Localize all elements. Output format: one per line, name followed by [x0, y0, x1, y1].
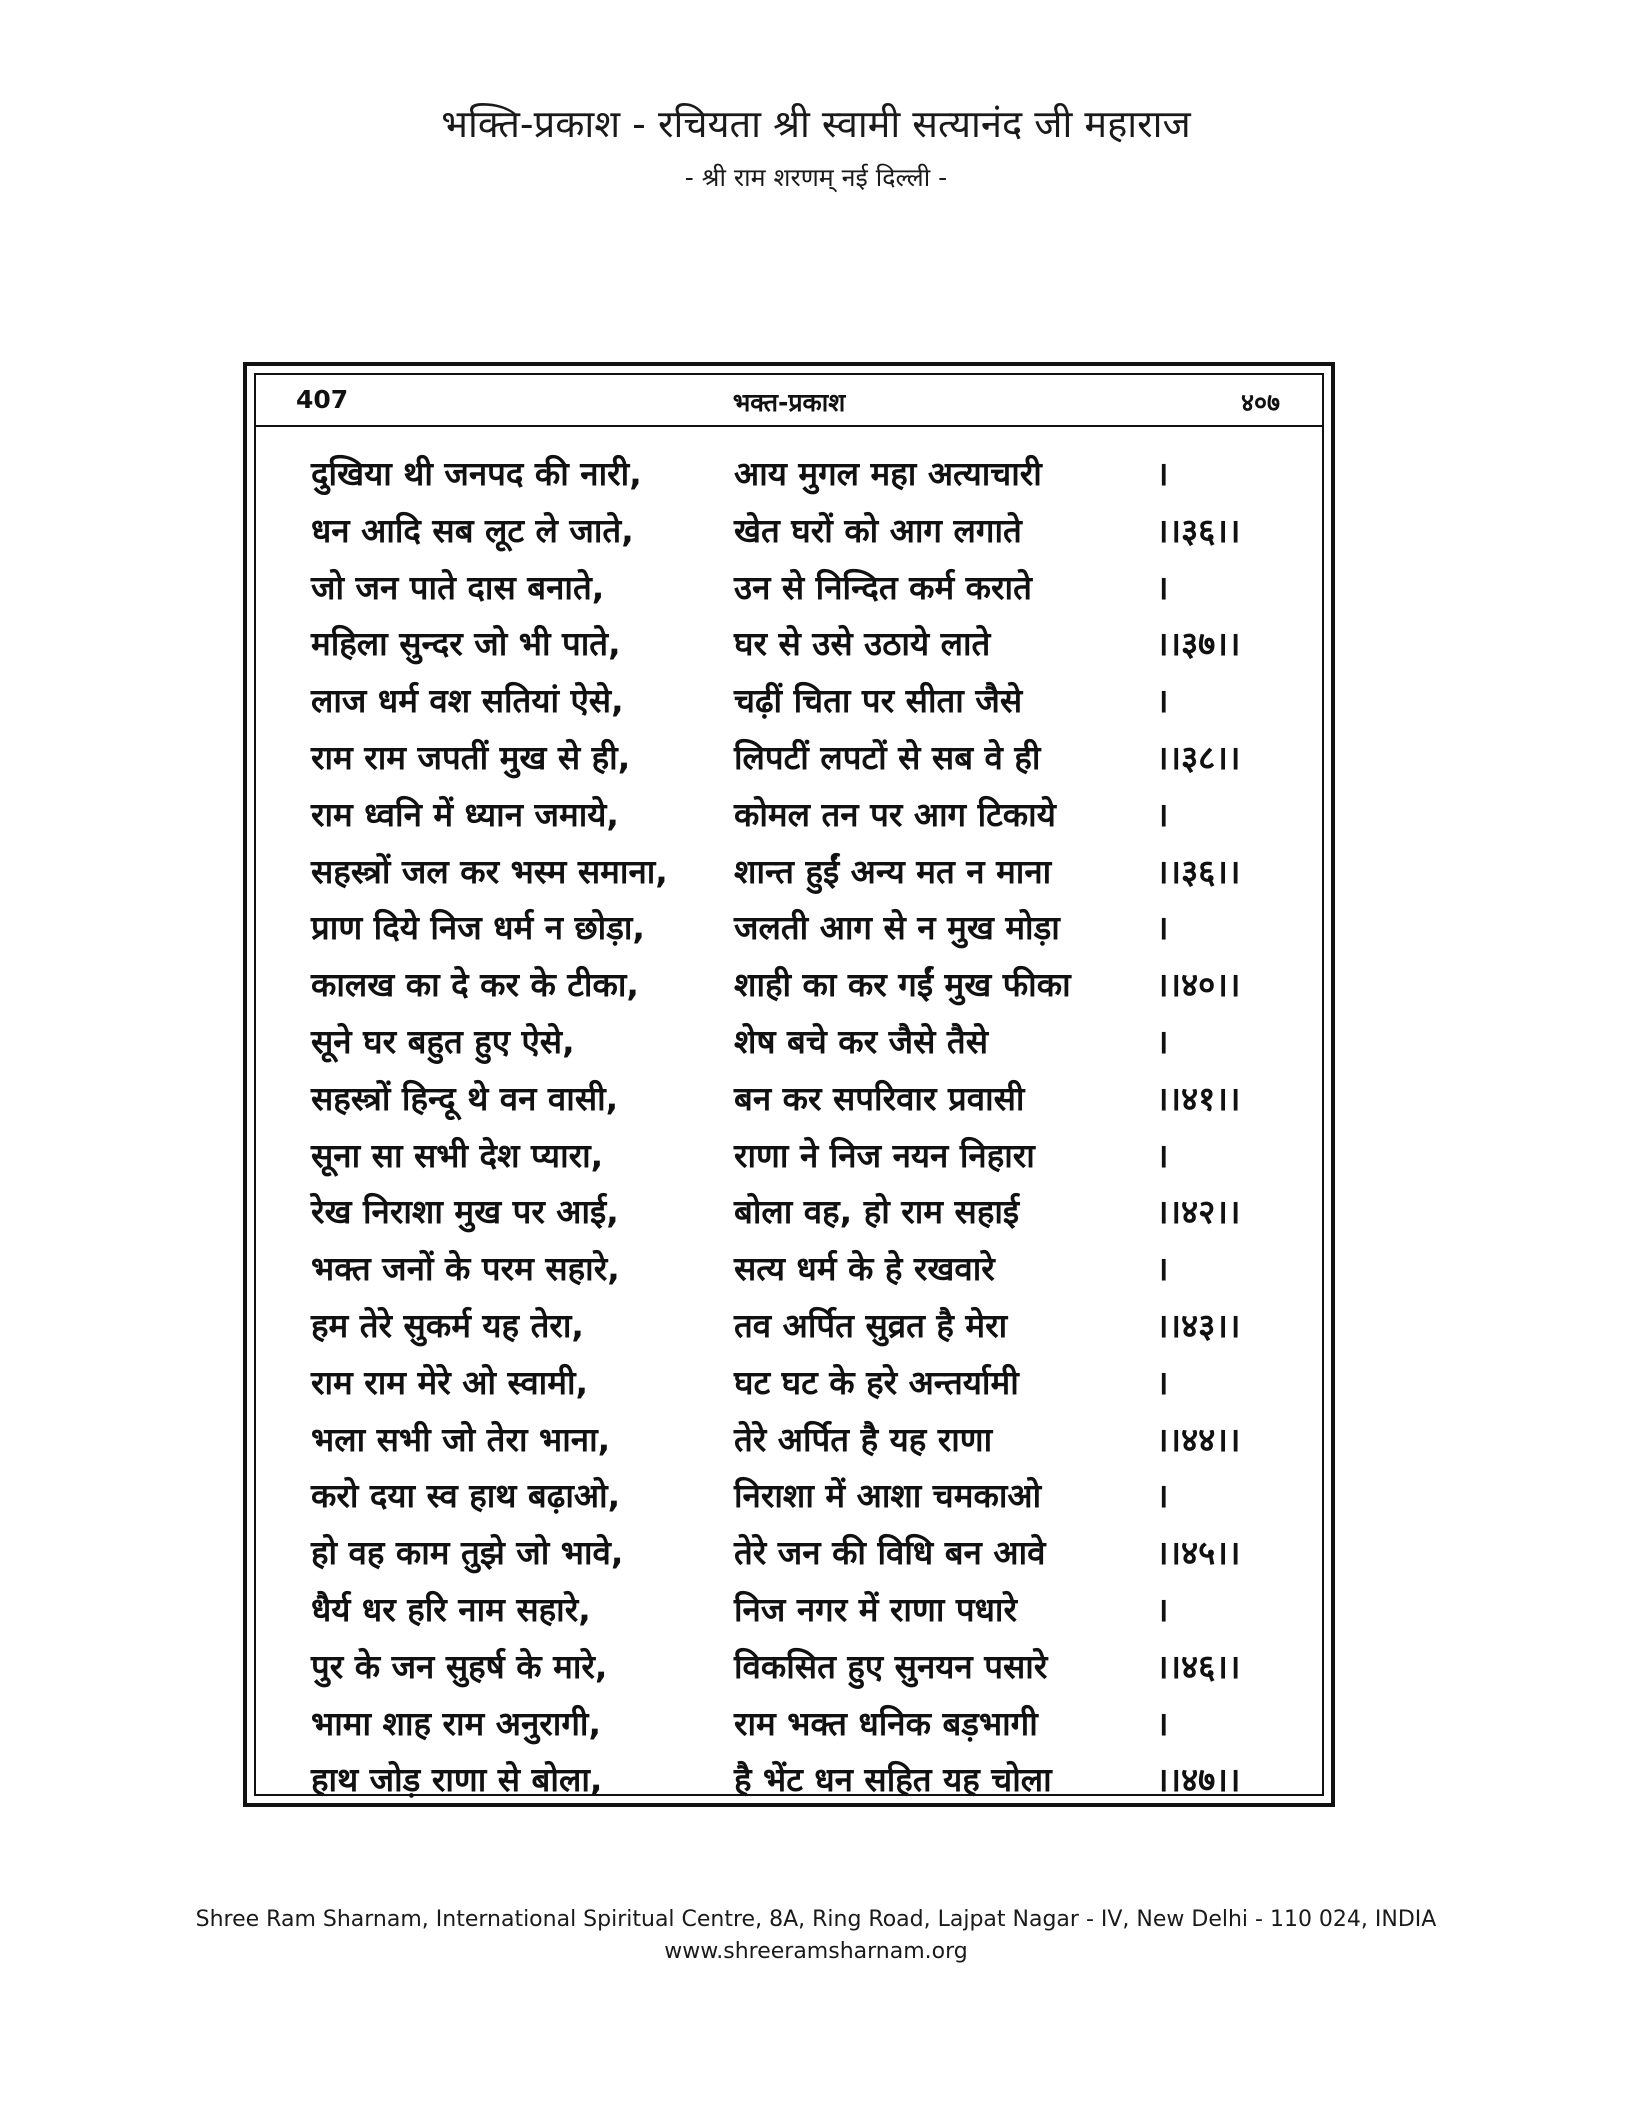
- book-title: भक्ति-प्रकाश - रचियता श्री स्वामी सत्यानंद जी महाराज: [441, 102, 1191, 146]
- verse-number: ।।४०।।: [1156, 965, 1241, 1005]
- verse-number: ।।४३।।: [1156, 1305, 1241, 1345]
- verse-first-half: सूने घर बहुत हुए ऐसे,: [311, 1021, 575, 1061]
- verse-second-half: राणा ने निज नयन निहारा: [734, 1135, 1035, 1175]
- verse-second-half: कोमल तन पर आग टिकाये: [734, 794, 1056, 834]
- verse-number: ।।३७।।: [1156, 624, 1241, 664]
- verse-second-half: चढ़ीं चिता पर सीता जैसे: [734, 681, 1023, 721]
- verse-line: [256, 560, 1322, 617]
- verse-number: ।: [1156, 1362, 1169, 1402]
- verse-first-half: महिला सुन्दर जो भी पाते,: [311, 624, 621, 664]
- page-number-arabic: 407: [296, 385, 349, 414]
- verse-number: ।: [1156, 1703, 1169, 1743]
- verse-line: [256, 1184, 1322, 1241]
- verse-first-half: भक्त जनों के परम सहारे,: [311, 1249, 620, 1289]
- verse-line: [256, 900, 1322, 957]
- verse-first-half: जो जन पाते दास बनाते,: [311, 567, 605, 607]
- verse-first-half: कालख का दे कर के टीका,: [311, 965, 639, 1005]
- verse-number: ।: [1156, 681, 1169, 721]
- verse-line: [256, 1752, 1322, 1809]
- verse-number: ।: [1156, 1249, 1169, 1289]
- verse-line: [256, 503, 1322, 560]
- verse-line: [256, 1525, 1322, 1582]
- verse-first-half: हम तेरे सुकर्म यह तेरा,: [311, 1305, 584, 1345]
- verse-number: ।।४५।।: [1156, 1533, 1241, 1573]
- header-divider: [256, 425, 1322, 427]
- verse-number: ।।४४।।: [1156, 1419, 1241, 1459]
- page-header: [0, 100, 1632, 198]
- verse-line: [256, 787, 1322, 844]
- verse-first-half: रेख निराशा मुख पर आई,: [311, 1192, 619, 1232]
- verse-number: ।।३६।।: [1156, 851, 1241, 891]
- verse-second-half: बन कर सपरिवार प्रवासी: [734, 1078, 1025, 1118]
- chapter-title: भक्त-प्रकाश: [732, 388, 846, 417]
- verse-line: [256, 616, 1322, 673]
- verse-second-half: निराशा में आशा चमकाओ: [734, 1476, 1042, 1516]
- verse-number: ।: [1156, 567, 1169, 607]
- verse-line: [256, 1298, 1322, 1355]
- verse-second-half: शाही का कर गईं मुख फीका: [734, 965, 1071, 1005]
- verse-line: [256, 730, 1322, 787]
- verse-first-half: राम राम जपतीं मुख से ही,: [311, 737, 631, 777]
- verse-line: [256, 1639, 1322, 1696]
- verse-number: ।।४२।।: [1156, 1192, 1241, 1232]
- page-footer: [0, 1904, 1632, 1968]
- verse-number: ।: [1156, 1021, 1169, 1061]
- verse-second-half: आय मुगल महा अत्याचारी: [734, 454, 1042, 493]
- verse-first-half: लाज धर्म वश सतियां ऐसे,: [311, 681, 624, 721]
- verse-first-half: सहस्त्रों हिन्दू थे वन वासी,: [311, 1078, 619, 1118]
- verse-first-half: भला सभी जो तेरा भाना,: [311, 1419, 611, 1459]
- verse-number: ।।३६।।: [1156, 510, 1241, 550]
- verse-second-half: बोला वह, हो राम सहाई: [734, 1192, 1020, 1232]
- verse-second-half: सत्य धर्म के हे रखवारे: [734, 1249, 995, 1289]
- verse-first-half: भामा शाह राम अनुरागी,: [311, 1703, 602, 1743]
- verse-line: [256, 446, 1322, 503]
- verse-line: [256, 1071, 1322, 1128]
- verse-number: ।: [1156, 794, 1169, 834]
- verse-line: [256, 673, 1322, 730]
- verse-first-half: दुखिया थी जनपद की नारी,: [311, 454, 642, 493]
- verse-line: [256, 1696, 1322, 1753]
- verse-second-half: शेष बचे कर जैसे तैसे: [734, 1021, 989, 1061]
- verse-number: ।: [1156, 454, 1169, 493]
- verse-number: ।: [1156, 908, 1169, 948]
- footer-address: Shree Ram Sharnam, International Spiritual Centre, 8A, Ring Road, Lajpat Nagar - IV, New Delhi - 110 024, INDIA: [195, 1907, 1437, 1932]
- verse-line: [256, 1412, 1322, 1469]
- verse-second-half: विकसित हुए सुनयन पसारे: [734, 1646, 1048, 1686]
- verse-second-half: राम भक्त धनिक बड़भागी: [734, 1703, 1038, 1743]
- verse-second-half: शान्त हुईं अन्य मत न माना: [734, 851, 1052, 891]
- verse-first-half: पुर के जन सुहर्ष के मारे,: [311, 1646, 608, 1686]
- verse-line: [256, 1582, 1322, 1639]
- verse-first-half: धैर्य धर हरि नाम सहारे,: [311, 1589, 591, 1629]
- verse-second-half: तेरे जन की विधि बन आवे: [734, 1533, 1046, 1573]
- verse-first-half: राम राम मेरे ओ स्वामी,: [311, 1362, 589, 1402]
- publisher-line: - श्री राम शरणम् नई दिल्ली -: [684, 163, 948, 192]
- verse-first-half: सहस्त्रों जल कर भस्म समाना,: [311, 851, 668, 891]
- verse-first-half: करो दया स्व हाथ बढ़ाओ,: [311, 1476, 621, 1516]
- verse-second-half: निज नगर में राणा पधारे: [734, 1589, 1017, 1629]
- verse-second-half: तव अर्पित सुव्रत है मेरा: [734, 1305, 1008, 1345]
- verse-first-half: प्राण दिये निज धर्म न छोड़ा,: [311, 908, 645, 948]
- page-number-devanagari: ४०७: [1240, 388, 1280, 417]
- verse-list: [256, 446, 1322, 1809]
- verse-first-half: हाथ जोड़ राणा से बोला,: [311, 1760, 603, 1800]
- verse-second-half: खेत घरों को आग लगाते: [734, 510, 1022, 550]
- verse-number: ।।३८।।: [1156, 737, 1241, 777]
- verse-line: [256, 844, 1322, 901]
- verse-second-half: है भेंट धन सहित यह चोला: [734, 1760, 1052, 1800]
- verse-number: ।।४७।।: [1156, 1760, 1241, 1800]
- verse-first-half: राम ध्वनि में ध्यान जमाये,: [311, 794, 619, 834]
- verse-line: [256, 1241, 1322, 1298]
- verse-first-half: सूना सा सभी देश प्यारा,: [311, 1135, 604, 1175]
- verse-second-half: लिपटीं लपटों से सब वे ही: [734, 737, 1041, 777]
- verse-number: ।।४१।।: [1156, 1078, 1241, 1118]
- verse-line: [256, 1355, 1322, 1412]
- verse-line: [256, 1468, 1322, 1525]
- verse-line: [256, 957, 1322, 1014]
- verse-first-half: धन आदि सब लूट ले जाते,: [311, 510, 634, 550]
- verse-number: ।: [1156, 1589, 1169, 1629]
- verse-number: ।: [1156, 1135, 1169, 1175]
- verse-second-half: तेरे अर्पित है यह राणा: [734, 1419, 993, 1459]
- verse-line: [256, 1014, 1322, 1071]
- verse-number: ।: [1156, 1476, 1169, 1516]
- verse-second-half: जलती आग से न मुख मोड़ा: [734, 908, 1060, 948]
- verse-second-half: घट घट के हरे अन्तर्यामी: [734, 1362, 1019, 1402]
- verse-first-half: हो वह काम तुझे जो भावे,: [311, 1533, 624, 1573]
- running-header: [256, 375, 1322, 427]
- verse-second-half: घर से उसे उठाये लाते: [734, 624, 991, 664]
- verse-second-half: उन से निन्दित कर्म कराते: [734, 567, 1032, 607]
- footer-website: www.shreeramsharnam.org: [664, 1939, 968, 1964]
- verse-line: [256, 1128, 1322, 1185]
- verse-number: ।।४६।।: [1156, 1646, 1241, 1686]
